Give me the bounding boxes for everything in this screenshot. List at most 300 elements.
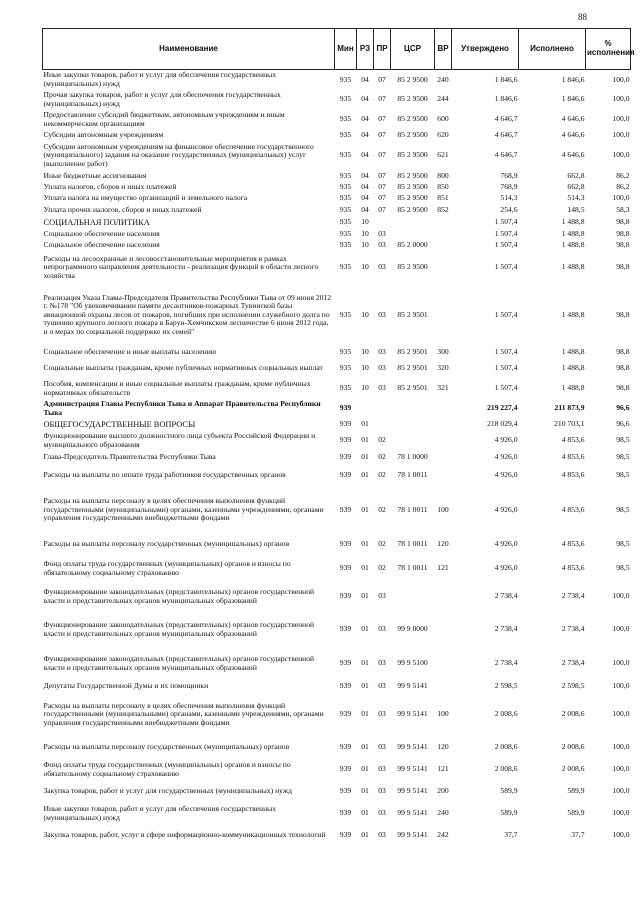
table-row [43,229,631,240]
row-percent: 98,8 [616,309,630,319]
row-min: 935 [339,74,352,84]
table-row [43,110,631,130]
table-row [43,240,631,252]
row-name: Фонд оплаты труда государственных (муниципальных) органов и взносы по обязательному социальному страхованию [43,559,291,577]
row-csr: 85 2 9500 [397,74,428,84]
row-percent: 100,0 [612,830,630,840]
row-min: 939 [339,658,352,668]
row-csr: 85 2 9500 [397,262,428,272]
row-vr: 121 [437,764,449,774]
row-vr: 850 [437,181,449,191]
row-approved: 4 926,0 [494,504,518,514]
row-approved: 514,3 [500,193,518,203]
row-pr: 03 [378,347,386,357]
row-min: 939 [339,830,352,840]
row-name: Иные бюджетные ассигнования [43,170,147,180]
row-approved: 1 507,4 [494,228,518,238]
row-csr: 85 2 9500 [397,205,428,215]
row-vr [435,240,452,252]
table-row [43,130,631,141]
row-approved: 1 507,4 [494,383,518,393]
row-min: 939 [339,624,352,634]
row-csr [391,229,435,240]
row-approved: 4 646,7 [494,129,518,139]
row-vr: 240 [437,808,449,818]
row-executed: 1 488,8 [561,262,585,272]
row-executed: 514,3 [567,193,585,203]
row-rz: 01 [361,658,369,668]
row-executed: 2 738,4 [561,624,585,634]
row-csr [391,399,435,419]
row-pr: 03 [378,228,386,238]
row-csr [391,431,435,451]
row-csr: 99 9 5100 [397,658,428,668]
row-approved: 4 926,0 [494,470,518,480]
row-name: Уплата налогов, сборов и иных платежей [43,181,177,191]
table-row [43,647,631,681]
row-rz: 01 [361,419,369,429]
row-vr [435,681,452,693]
row-csr: 99 9 5141 [397,709,428,719]
row-approved: 4 926,0 [494,435,518,445]
row-percent: 100,0 [612,74,630,84]
row-min: 939 [339,539,352,549]
table-row [43,379,631,399]
row-pr: 02 [378,539,386,549]
row-pr: 02 [378,504,386,514]
row-rz: 04 [361,114,369,124]
row-approved: 1 507,4 [494,240,518,250]
table-row [43,613,631,647]
row-name: Иные закупки товаров, работ и услуг для обеспечения государственных (муниципальных) нужд [43,804,277,822]
row-rz: 10 [361,383,369,393]
row-executed: 1 846,6 [561,74,585,84]
row-percent: 98,5 [616,539,630,549]
row-executed: 1 488,8 [561,347,585,357]
row-name: Глава-Председатель Правительства Республики Тыва [43,451,216,461]
row-vr [435,419,452,431]
row-min: 935 [339,114,352,124]
row-min: 939 [339,786,352,796]
row-min: 939 [339,591,352,601]
row-executed: 1 488,8 [561,240,585,250]
row-csr: 78 1 0011 [397,470,428,480]
table-row [43,464,631,488]
row-pr: 03 [378,786,386,796]
row-rz: 10 [361,228,369,238]
row-percent: 98,8 [616,228,630,238]
row-rz: 10 [361,347,369,357]
row-csr [391,419,435,431]
row-name: Функционирование законодательных (представительных) органов государственной власти и представительных органов муниципальных образований [43,620,315,638]
table-row [43,488,631,533]
row-approved: 37,7 [504,830,518,840]
row-percent: 100,0 [612,591,630,601]
row-pr: 03 [378,240,386,250]
row-name: Социальные выплаты гражданам, кроме публичных нормативных социальных выплат [43,363,323,373]
row-percent: 98,5 [616,435,630,445]
row-rz: 04 [361,74,369,84]
row-name: Социальное обеспечение населения [43,228,160,238]
row-vr: 240 [437,74,449,84]
table-row [43,825,631,847]
row-name: Уплата налога на имущество организаций и земельного налога [43,193,248,203]
row-percent: 86,2 [616,181,630,191]
table-row [43,90,631,110]
row-executed: 662,8 [567,170,585,180]
row-min: 939 [339,451,352,461]
row-approved: 2 008,6 [494,709,518,719]
row-min: 939 [339,470,352,480]
col-pr-header: ПР [374,29,391,70]
row-rz: 01 [361,451,369,461]
col-pct-header: % исполнения [586,29,631,70]
row-executed: 1 846,6 [561,94,585,104]
row-min: 935 [339,240,352,250]
row-vr: 321 [437,383,449,393]
row-percent: 100,0 [612,681,630,691]
row-rz: 04 [361,129,369,139]
row-min: 935 [339,170,352,180]
row-pr: 07 [378,150,386,160]
row-csr: 85 2 9501 [397,347,428,357]
row-pr: 03 [378,591,386,601]
row-executed: 4 853,6 [561,470,585,480]
row-percent: 86,2 [616,170,630,180]
row-pr: 03 [378,681,386,691]
row-executed: 2 738,4 [561,658,585,668]
row-csr [391,217,435,229]
row-rz: 01 [361,742,369,752]
row-executed: 662,8 [567,181,585,191]
row-percent: 98,8 [616,363,630,373]
row-pr [374,217,391,229]
row-pr: 07 [378,181,386,191]
row-min: 939 [339,504,352,514]
table-row [43,205,631,217]
row-executed: 2 738,4 [561,591,585,601]
row-vr [435,647,452,681]
row-percent: 100,0 [612,193,630,203]
row-pr: 03 [378,764,386,774]
row-name: Закупка товаров, работ и услуг для государственных (муниципальных) нужд [43,786,292,796]
table-row [43,781,631,803]
row-name: Иные закупки товаров, работ и услуг для обеспечения государственных (муниципальных) нужд [43,70,277,88]
row-min: 935 [339,309,352,319]
row-executed: 1 488,8 [561,217,585,227]
row-percent: 96,6 [616,403,630,413]
row-percent: 98,8 [616,262,630,272]
row-percent: 98,5 [616,504,630,514]
row-approved: 768,9 [500,181,518,191]
row-csr: 99 9 5141 [397,786,428,796]
row-name: Расходы на выплаты персоналу государственных (муниципальных) органов [43,742,290,752]
row-approved: 2 738,4 [494,591,518,601]
row-rz: 04 [361,150,369,160]
row-approved: 589,9 [500,786,518,796]
row-name: Функционирование законодательных (представительных) органов государственной власти и представительных органов муниципальных образований [43,654,315,672]
row-name: Реализация Указа Главы-Председателя Правительства Республики Тыва от 09 июня 2012 г. №178 "Об увековечивании памяти десантников-пожарных Тувинской базы авиационной охраны лесов от пожаров, погибших при исполнении служебного долга по тушению крупного лесного пожара в Барун-Хемчикском лесничестве 6 июня 2012 года, и о мерах по социальной поддержке их семей" [43,293,332,336]
table-row [43,737,631,759]
row-approved: 4 926,0 [494,563,518,573]
row-pr: 03 [378,383,386,393]
row-executed: 1 488,8 [561,309,585,319]
row-csr: 99 9 0000 [397,624,428,634]
row-name: ОБЩЕГОСУДАРСТВЕННЫЕ ВОПРОСЫ [43,419,196,429]
row-vr: 621 [437,150,449,160]
row-approved: 2 738,4 [494,624,518,634]
row-rz: 01 [361,435,369,445]
row-rz: 01 [361,624,369,634]
col-rz-header: РЗ [357,29,374,70]
row-name: Социальное обеспечение и иные выплаты населению [43,347,217,357]
row-executed: 4 853,6 [561,451,585,461]
row-pr: 03 [378,808,386,818]
row-percent: 98,8 [616,217,630,227]
row-vr: 600 [437,114,449,124]
row-approved: 2 738,4 [494,658,518,668]
row-vr [435,217,452,229]
row-csr: 85 2 9500 [397,114,428,124]
row-approved: 1 507,4 [494,347,518,357]
row-min: 939 [339,681,352,691]
row-vr: 121 [437,563,449,573]
row-pr: 03 [378,624,386,634]
row-approved: 768,9 [500,170,518,180]
table-row [43,70,631,90]
row-csr: 78 1 0000 [397,451,428,461]
table-row [43,557,631,581]
row-approved: 1 846,6 [494,94,518,104]
row-vr [435,252,452,284]
row-percent: 100,0 [612,658,630,668]
row-pr: 02 [378,470,386,480]
row-pr: 07 [378,205,386,215]
row-rz: 10 [361,217,369,227]
row-percent: 98,8 [616,383,630,393]
row-rz: 04 [361,193,369,203]
table-row [43,359,631,379]
page-number: 88 [578,12,587,22]
row-csr: 78 1 0011 [397,504,428,514]
row-min: 939 [339,435,352,445]
row-name: Расходы на выплаты по оплате труда работников государственных органов [43,470,286,480]
row-csr: 99 9 5141 [397,742,428,752]
row-name: Расходы на выплаты персоналу в целях обеспечения выполнения функций государственными (муниципальными) органами, казенными учреждениями, органами управления государственными внебюджетными фондами [43,700,324,727]
table-row [43,141,631,171]
table-row [43,252,631,284]
row-rz: 04 [361,170,369,180]
table-row [43,217,631,229]
row-approved: 1 507,4 [494,363,518,373]
row-pr: 02 [378,435,386,445]
row-executed: 2 008,6 [561,764,585,774]
row-pr: 07 [378,170,386,180]
row-name: Расходы на лесоохранные и лесовосстановительные мероприятия в рамках непрограммного направления деятельности - реализация функций в области лесного хозяйства [43,253,319,280]
row-rz: 01 [361,563,369,573]
row-executed: 37,7 [571,830,585,840]
row-percent: 96,6 [616,419,630,429]
table-row [43,451,631,464]
table-row [43,171,631,182]
row-min: 939 [339,419,352,429]
row-rz: 01 [361,504,369,514]
row-approved: 1 507,4 [494,309,518,319]
row-pr: 07 [378,94,386,104]
row-pr: 07 [378,74,386,84]
row-percent: 100,0 [612,808,630,818]
row-vr: 300 [437,347,449,357]
row-rz: 10 [361,363,369,373]
row-csr: 99 9 5141 [397,681,428,691]
row-executed: 589,9 [567,808,585,818]
row-pr: 03 [378,262,386,272]
table-header [43,29,631,70]
row-pr: 03 [378,830,386,840]
row-name: Закупка товаров, работ, услуг в сфере информационно-коммуникационных технологий [43,830,326,840]
row-vr [435,581,452,613]
row-min: 935 [339,347,352,357]
row-executed: 4 853,6 [561,504,585,514]
row-percent: 100,0 [612,114,630,124]
row-percent: 100,0 [612,94,630,104]
row-percent: 98,5 [616,563,630,573]
row-csr: 85 2 9500 [397,170,428,180]
row-csr: 78 1 0011 [397,563,428,573]
row-percent: 58,3 [616,205,630,215]
row-approved: 1 507,4 [494,217,518,227]
row-approved: 218 029,4 [487,419,518,429]
row-min: 935 [339,94,352,104]
row-pr: 07 [378,114,386,124]
row-percent: 100,0 [612,709,630,719]
row-vr: 120 [437,539,449,549]
row-vr: 120 [437,742,449,752]
row-vr: 800 [437,170,449,180]
row-executed: 4 853,6 [561,539,585,549]
row-vr [435,284,452,347]
row-pr: 07 [378,193,386,203]
row-min: 939 [339,808,352,818]
row-name: Предоставление субсидий бюджетным, автономным учреждениям и иным некоммерческим организациям [43,110,285,128]
row-min: 939 [339,563,352,573]
row-approved: 1 507,4 [494,262,518,272]
row-csr: 85 2 9501 [397,309,428,319]
row-vr: 852 [437,205,449,215]
row-approved: 1 846,6 [494,74,518,84]
row-pr: 02 [378,451,386,461]
row-approved: 254,6 [500,205,518,215]
row-executed: 2 008,6 [561,709,585,719]
table-row [43,581,631,613]
row-pr: 03 [378,309,386,319]
row-min: 935 [339,205,352,215]
row-csr: 99 9 5141 [397,764,428,774]
table-row [43,533,631,557]
col-min-header: Мин [335,29,357,70]
row-approved: 589,9 [500,808,518,818]
row-min: 939 [339,403,352,413]
row-executed: 148,5 [567,205,585,215]
row-pr: 07 [378,129,386,139]
table-row [43,284,631,347]
row-pr: 03 [378,363,386,373]
row-name: Расходы на выплаты персоналу государственных (муниципальных) органов [43,539,290,549]
row-rz: 04 [361,94,369,104]
row-vr [435,613,452,647]
row-name: Пособия, компенсации и иные социальные выплаты гражданам, кроме публичных нормативных обязательств [43,379,311,397]
row-rz: 01 [361,830,369,840]
row-rz: 10 [361,309,369,319]
row-vr: 851 [437,193,449,203]
row-vr [435,464,452,488]
row-csr: 85 2 9501 [397,383,428,393]
row-name: Социальное обеспечение населения [43,240,160,250]
table-row [43,693,631,737]
table-row [43,182,631,193]
row-pr: 03 [378,742,386,752]
table-row [43,803,631,825]
row-rz: 01 [361,709,369,719]
row-pr: 03 [378,709,386,719]
row-vr [435,399,452,419]
row-name: Депутаты Государственной Думы и их помощники [43,681,209,691]
row-min: 939 [339,709,352,719]
row-approved: 2 008,6 [494,742,518,752]
table-row [43,431,631,451]
row-rz: 01 [361,786,369,796]
row-csr: 85 2 9500 [397,193,428,203]
row-pr [374,399,391,419]
row-executed: 4 646,6 [561,150,585,160]
row-min: 935 [339,262,352,272]
row-rz: 04 [361,181,369,191]
row-csr: 99 9 5141 [397,808,428,818]
table-row [43,681,631,693]
row-name: Функционирование высшего должностного лица субъекта Российской Федерации и муниципального образования [43,431,316,449]
row-vr [435,229,452,240]
row-approved: 219 227,4 [487,403,518,413]
row-percent: 100,0 [612,742,630,752]
row-csr: 85 2 9500 [397,129,428,139]
row-rz: 01 [361,470,369,480]
row-executed: 2 598,5 [561,681,585,691]
row-executed: 1 488,8 [561,363,585,373]
row-pr: 03 [378,658,386,668]
row-min: 939 [339,764,352,774]
row-min: 935 [339,228,352,238]
row-executed: 1 488,8 [561,383,585,393]
row-min: 935 [339,217,352,227]
row-percent: 100,0 [612,786,630,796]
table-body [43,70,631,847]
table-row [43,347,631,359]
row-rz: 01 [361,808,369,818]
row-min: 935 [339,181,352,191]
row-name: Расходы на выплаты персоналу в целях обеспечения выполнения функций государственными (муниципальными) органами, казенными учреждениями, органами управления государственными внебюджетными фондами [43,496,324,523]
row-rz: 01 [361,681,369,691]
row-executed: 211 873,9 [554,403,585,413]
row-vr: 620 [437,129,449,139]
row-csr: 78 1 0011 [397,539,428,549]
row-name: Администрация Главы Республики Тыва и Аппарат Правительства Республики Тыва [43,399,321,417]
row-csr: 99 9 5141 [397,830,428,840]
row-rz: 10 [361,240,369,250]
col-executed-header: Исполнено [519,29,586,70]
row-rz: 04 [361,205,369,215]
table-row [43,399,631,419]
row-approved: 4 926,0 [494,451,518,461]
